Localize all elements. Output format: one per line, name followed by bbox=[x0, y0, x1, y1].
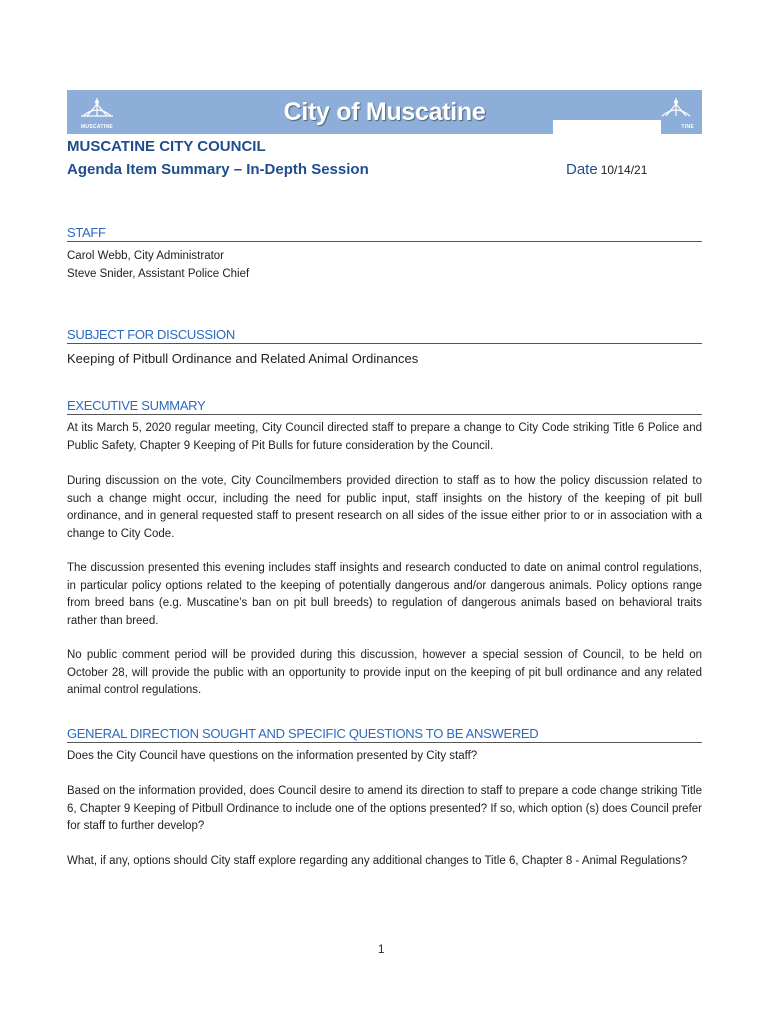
summary-paragraph: During discussion on the vote, City Councilmembers provided direction to staff as to how the policy discussion related to such a change might occur, including the need for public input, staff insights on the history of the keeping of pit bull ordinance, and in general requested staff to present research on all sides of the issue either prior to or in association with a change to City Code. bbox=[67, 475, 702, 540]
banner-white-gap bbox=[553, 120, 661, 134]
date-field bbox=[566, 161, 647, 179]
staff-member: Carol Webb, City Administrator bbox=[67, 250, 225, 262]
subject-heading: SUBJECT FOR DISCUSSION bbox=[67, 327, 702, 344]
logo-left-text: MUSCATINE bbox=[80, 124, 114, 130]
summary-paragraph: The discussion presented this evening includes staff insights and research conducted to date on animal control regulations, in particular policy options related to the keeping of potentially dangerous and/or dangerous animals. Policy options range from breed bans (e.g. Muscatine’s ban on pit bull breeds) to regulation of dangerous animals based on behavioral traits rather than breed. bbox=[67, 562, 702, 627]
page-number: 1 bbox=[378, 944, 385, 956]
date-value: 10/14/21 bbox=[600, 163, 648, 177]
summary-paragraph: No public comment period will be provided during this discussion, however a special session of Council, to be held on October 28, will provide the public with an opportunity to provide input on the keeping of pit bull ordinance and any related animal control regulations. bbox=[67, 649, 702, 696]
logo-right-text: TINE bbox=[681, 124, 694, 130]
date-label: Date bbox=[566, 161, 598, 178]
agenda-title: Agenda Item Summary – In-Depth Session bbox=[67, 161, 369, 178]
subject-text: Keeping of Pitbull Ordinance and Related Animal Ordinances bbox=[67, 351, 419, 366]
direction-paragraph: Does the City Council have questions on the information presented by City staff? bbox=[67, 750, 478, 762]
banner-title: City of Muscatine bbox=[283, 98, 486, 126]
summary-paragraph: At its March 5, 2020 regular meeting, City Council directed staff to prepare a change to City Code striking Title 6 Police and Public Safety, Chapter 9 Keeping of Pit Bulls for future consideration by the Council. bbox=[67, 422, 702, 452]
direction-paragraph: What, if any, options should City staff explore regarding any additional changes to Title 6, Chapter 8 - Animal Regulations? bbox=[67, 855, 688, 867]
direction-heading: GENERAL DIRECTION SOUGHT AND SPECIFIC QUESTIONS TO BE ANSWERED bbox=[67, 726, 702, 743]
executive-summary-heading: EXECUTIVE SUMMARY bbox=[67, 398, 702, 415]
staff-heading: STAFF bbox=[67, 225, 702, 242]
direction-paragraph: Based on the information provided, does Council desire to amend its direction to staff to prepare a code change striking Title 6, Chapter 9 Keeping of Pitbull Ordinance to include one of the options presented? If so, which option (s) does Council prefer for staff to further develop? bbox=[67, 785, 702, 832]
council-title: MUSCATINE CITY COUNCIL bbox=[67, 138, 266, 155]
staff-member: Steve Snider, Assistant Police Chief bbox=[67, 268, 250, 280]
